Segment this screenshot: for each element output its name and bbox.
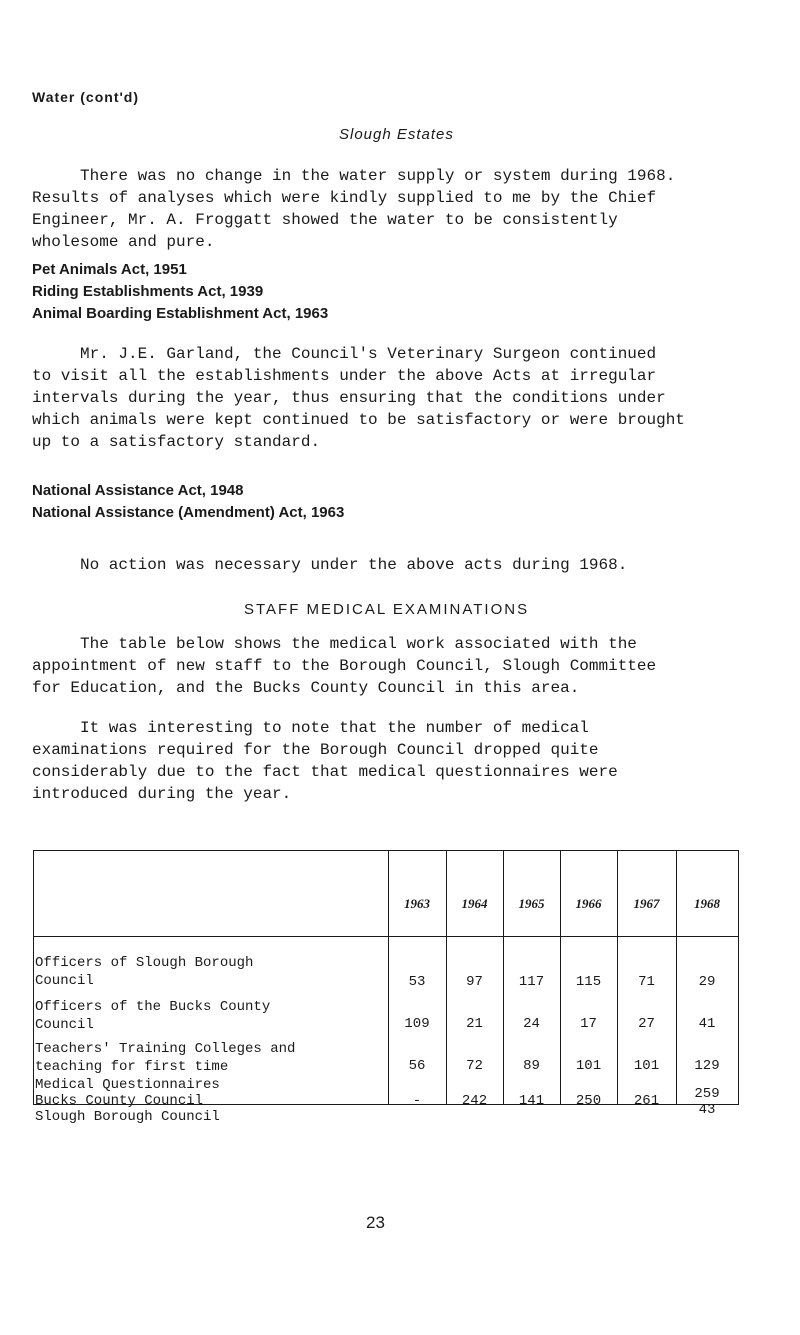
paragraph-line: There was no change in the water supply or system during 1968. [80, 167, 676, 185]
assistance-paragraph: No action was necessary under the above acts during 1968. [80, 556, 628, 574]
medical-examinations-table [33, 850, 739, 1125]
table-cell: 41 [698, 1016, 716, 1032]
row-label-line: Council [35, 973, 94, 989]
table-cell: 24 [523, 1016, 540, 1032]
row-label [35, 998, 270, 1034]
act-title: National Assistance Act, 1948 [32, 482, 244, 499]
assistance-acts-heading [32, 480, 344, 524]
table-cell: 17 [580, 1016, 597, 1032]
animals-acts-heading [32, 259, 328, 325]
table-cell [676, 1086, 738, 1118]
table-cell: 141 [518, 1093, 545, 1109]
paragraph-line: up to a satisfactory standard. [32, 433, 321, 451]
table-cell: 115 [575, 974, 602, 990]
paragraph-line: The table below shows the medical work associated with the [80, 635, 637, 653]
table-border-top [33, 850, 739, 851]
table-border-left [33, 850, 34, 1105]
row-label-line: Medical Questionnaires [35, 1077, 220, 1093]
section-subtitle: Slough Estates [339, 126, 454, 143]
table-cell-value: 43 [698, 1102, 716, 1118]
table-cell: 117 [518, 974, 545, 990]
page-number: 23 [366, 1213, 385, 1232]
table-cell: 21 [466, 1016, 483, 1032]
table-border-right [738, 850, 739, 1105]
year-header: 1966 [575, 896, 602, 911]
act-title: Riding Establishments Act, 1939 [32, 283, 264, 300]
table-cell: 89 [523, 1058, 540, 1074]
paragraph-line: Mr. J.E. Garland, the Council's Veterinary Surgeon continued [80, 345, 657, 363]
paragraph-line: for Education, and the Bucks County Council in this area. [32, 679, 580, 697]
act-title: National Assistance (Amendment) Act, 1963 [32, 504, 345, 521]
row-label-line: Council [35, 1017, 94, 1033]
row-label [35, 1040, 295, 1076]
table-cell: 101 [575, 1058, 602, 1074]
paragraph-line: examinations required for the Borough Council dropped quite [32, 741, 599, 759]
row-label [35, 1077, 220, 1125]
act-title: Animal Boarding Establishment Act, 1963 [32, 305, 329, 322]
paragraph-line: considerably due to the fact that medical questionnaires were [32, 763, 618, 781]
staff-paragraph-1 [32, 633, 656, 699]
paragraph-line: wholesome and pure. [32, 233, 215, 251]
paragraph-line: introduced during the year. [32, 785, 292, 803]
paragraph-line: Results of analyses which were kindly supplied to me by the Chief [32, 189, 657, 207]
act-title: Pet Animals Act, 1951 [32, 261, 187, 278]
table-cell: 101 [633, 1058, 660, 1074]
table-cell: 97 [466, 974, 483, 990]
table-cell: 29 [698, 974, 716, 990]
row-label [35, 954, 253, 990]
paragraph-line: Engineer, Mr. A. Froggatt showed the water to be consistently [32, 211, 618, 229]
table-cell: 71 [638, 974, 655, 990]
year-header: 1968 [694, 896, 720, 911]
paragraph-line: which animals were kept continued to be satisfactory or were brought [32, 411, 685, 429]
row-label-line: Teachers' Training Colleges and [35, 1041, 296, 1057]
year-header: 1964 [461, 896, 488, 911]
table-cell: 261 [633, 1093, 660, 1109]
year-header: 1965 [518, 896, 545, 911]
staff-heading: STAFF MEDICAL EXAMINATIONS [244, 601, 530, 618]
table-cell: 53 [408, 974, 426, 990]
table-cell: 27 [638, 1016, 655, 1032]
table-cell: 250 [575, 1093, 602, 1109]
row-label-line: Officers of the Bucks County [35, 999, 271, 1015]
year-header: 1967 [633, 896, 660, 911]
row-label-line: teaching for first time [35, 1059, 229, 1075]
paragraph-line: intervals during the year, thus ensuring that the conditions under [32, 389, 666, 407]
table-cell: - [412, 1093, 422, 1109]
row-label-line: Slough Borough Council [35, 1109, 220, 1125]
table-cell: 109 [404, 1016, 430, 1032]
row-label-line: Bucks County Council [35, 1093, 204, 1109]
paragraph-line: to visit all the establishments under the above Acts at irregular [32, 367, 657, 385]
year-header: 1963 [404, 896, 430, 911]
table-cell-value: 259 [694, 1086, 720, 1102]
staff-paragraph-2 [32, 717, 618, 805]
paragraph-line: It was interesting to note that the number of medical [80, 719, 589, 737]
animals-paragraph [32, 343, 685, 453]
table-cell: 56 [408, 1058, 426, 1074]
running-title: Water (cont'd) [32, 89, 140, 105]
water-paragraph [32, 165, 675, 253]
table-cell: 242 [461, 1093, 488, 1109]
table-cell: 129 [694, 1058, 720, 1074]
row-label-line: Officers of Slough Borough [35, 955, 254, 971]
paragraph-line: appointment of new staff to the Borough Council, Slough Committee [32, 657, 657, 675]
table-header-divider [33, 936, 739, 937]
table-cell: 72 [466, 1058, 483, 1074]
